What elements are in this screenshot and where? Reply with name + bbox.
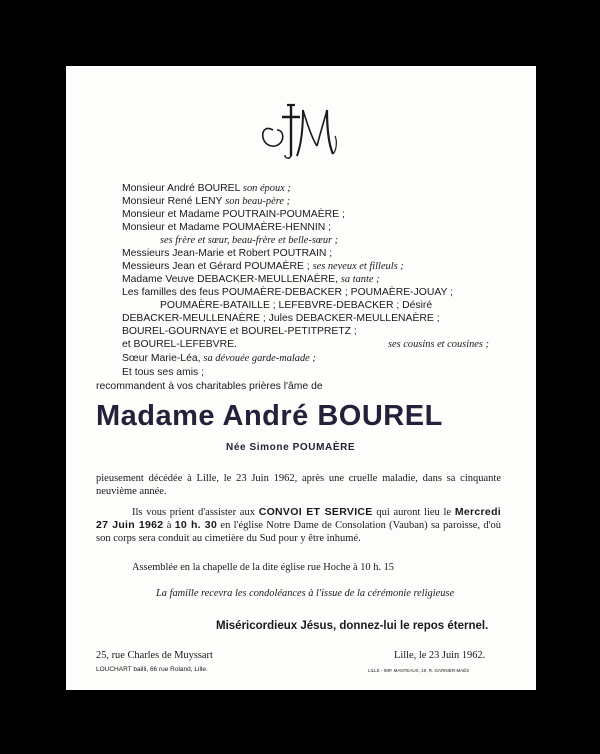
family-line: Monsieur André BOUREL son époux ; <box>122 183 291 194</box>
families-line-2: POUMAÈRE-BATAILLE ; LEFEBVRE-DEBACKER ; Désiré <box>160 300 433 311</box>
printer-right: LILLE - IMP. MANTEAUX, 19, R. GARNIER-MAËS <box>368 668 470 673</box>
family-line: Monsieur et Madame POUMAÈRE-HENNIN ; <box>122 222 332 233</box>
family-relation: ses frère et sœur, beau-frère et belle-sœur ; <box>160 235 339 246</box>
families-line-3: DEBACKER-MEULLENAÈRE ; Jules DEBACKER-MEULLENAÈRE ; <box>122 313 440 324</box>
printer-left: LOUCHART bailli, 66 rue Roland, Lille. <box>96 666 208 673</box>
families-line-4: BOUREL-GOURNAYE et BOUREL-PETITPRETZ ; <box>122 326 357 337</box>
nurse-line: Sœur Marie-Léa, sa dévouée garde-malade ; <box>122 353 316 364</box>
invitation-paragraph: Ils vous prient d'assister aux CONVOI ET SERVICE qui auront lieu le Mercredi 27 Juin 1962 à 10 h. 30 en l'église Notre Dame de Consolation (Vauban) sa paroisse, d'où son corps sera conduit au cimetière du Sud pour y être inhumé. <box>96 506 502 544</box>
assembly-line: Assemblée en la chapelle de la dite église rue Hoche à 10 h. 15 <box>132 562 394 573</box>
family-line: Madame Veuve DEBACKER-MEULLENAÈRE, sa tante ; <box>122 274 380 285</box>
family-line: Messieurs Jean et Gérard POUMAÈRE ; ses neveux et filleuls ; <box>122 261 404 272</box>
deceased-name: Madame André BOUREL <box>96 400 443 432</box>
families-line-5: et BOUREL-LEFEBVRE. <box>122 339 237 350</box>
family-line: Monsieur et Madame POUTRAIN-POUMAÈRE ; <box>122 209 345 220</box>
families-line-1: Les familles des feus POUMAÈRE-DEBACKER ; POUMAÈRE-JOUAY ; <box>122 287 454 298</box>
recommend-line: recommandent à vos charitables prières l'âme de <box>96 381 323 392</box>
family-line: Monsieur René LENY son beau-père ; <box>122 196 291 207</box>
place-date-line: Lille, le 23 Juin 1962. <box>394 650 486 661</box>
maiden-name: Née Simone POUMAÈRE <box>226 442 356 453</box>
address-line: 25, rue Charles de Muyssart <box>96 650 213 661</box>
prayer-line: Miséricordieux Jésus, donnez-lui le repos éternel. <box>216 620 489 632</box>
obituary-card <box>66 66 536 690</box>
friends-line: Et tous ses amis ; <box>122 367 204 378</box>
family-line: Messieurs Jean-Marie et Robert POUTRAIN ; <box>122 248 333 259</box>
families-relation: ses cousins et cousines ; <box>388 339 490 350</box>
cross-monogram-icon <box>251 100 351 160</box>
condolences-line: La famille recevra les condoléances à l'issue de la cérémonie religieuse <box>156 588 455 599</box>
death-paragraph: pieusement décédée à Lille, le 23 Juin 1962, après une cruelle maladie, dans sa cinquante neuvième année. <box>96 473 501 497</box>
